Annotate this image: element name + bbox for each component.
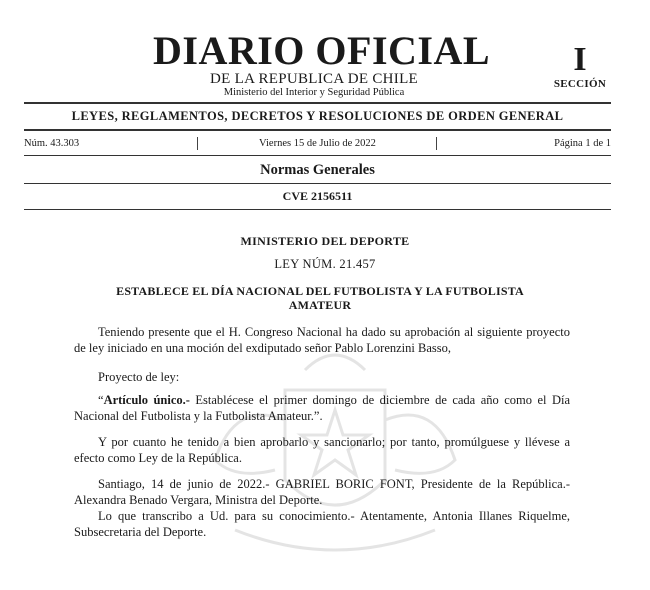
paragraph-promulgation: Y por cuanto he tenido a bien aprobarlo y sancionarlo; por tanto, promúlguese y llévese a efecto como Ley de la República.: [74, 435, 570, 465]
page-indicator: Página 1 de 1: [554, 138, 611, 149]
section-number: I: [573, 41, 587, 78]
cve-code: CVE 2156511: [282, 189, 353, 203]
newspaper-ministry: Ministerio del Interior y Seguridad Pública: [223, 87, 405, 98]
section-rule: [24, 183, 611, 184]
cve-rule: [24, 209, 611, 210]
newspaper-title: DIARIO OFICIAL: [153, 28, 491, 73]
paragraph-signature: Santiago, 14 de junio de 2022.- GABRIEL BORIC FONT, Presidente de la República.- Alexandra Benado Vergara, Ministra del Deporte.: [74, 477, 570, 507]
article-text: Establécese el primer domingo de diciembre de cada año como el Día Nacional del Futbolista y la Futbolista Amateur.”.: [74, 393, 570, 423]
article-open-quote: “: [98, 393, 104, 407]
category-rule: [24, 129, 611, 131]
issue-date: Viernes 15 de Julio de 2022: [259, 138, 376, 149]
category-heading: LEYES, REGLAMENTOS, DECRETOS Y RESOLUCIONES DE ORDEN GENERAL: [71, 109, 564, 123]
law-title: ESTABLECE EL DÍA NACIONAL DEL FUTBOLISTA Y LA FUTBOLISTA AMATEUR: [116, 284, 524, 312]
newspaper-subtitle: DE LA REPUBLICA DE CHILE: [209, 71, 419, 87]
paragraph-proyecto: Proyecto de ley:: [98, 370, 180, 384]
section-title: Normas Generales: [260, 162, 375, 178]
paragraph-intro: Teniendo presente que el H. Congreso Nacional ha dado su aprobación al siguiente proyecto de ley iniciado en una moción del exdiputado señor Pablo Lorenzini Basso,: [74, 325, 570, 355]
section-label: SECCIÓN: [553, 78, 607, 90]
paragraph-transcription: Lo que transcribo a Ud. para su conocimiento.- Atentamente, Antonia Illanes Riquelme, Subsecretaria del Deporte.: [74, 509, 570, 539]
masthead: [0, 30, 650, 102]
issuing-ministry: MINISTERIO DEL DEPORTE: [240, 234, 410, 248]
info-separator: [436, 137, 437, 150]
law-number: LEY NÚM. 21.457: [274, 257, 376, 271]
article-label: Artículo único.-: [103, 393, 190, 407]
issue-info-bar: [24, 137, 611, 151]
top-rule: [24, 102, 611, 104]
issue-number: Núm. 43.303: [24, 138, 80, 149]
info-rule: [24, 155, 611, 156]
paragraph-article: [74, 393, 570, 424]
